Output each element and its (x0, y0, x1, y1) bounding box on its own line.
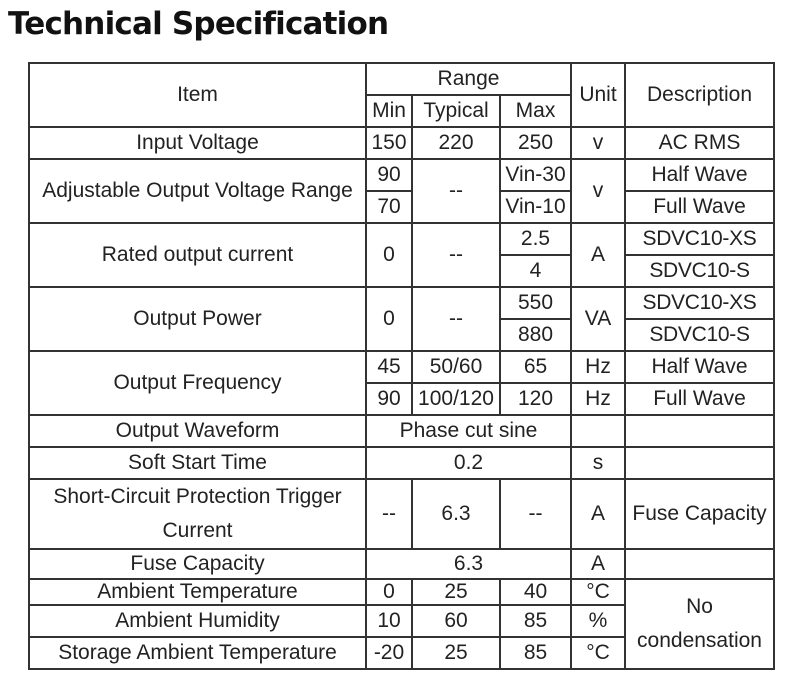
max-cell: 550 (500, 287, 571, 319)
header-range: Range (366, 63, 571, 95)
item-cell: Fuse Capacity (29, 549, 366, 579)
item-cell: Adjustable Output Voltage Range (29, 159, 366, 223)
min-cell: 0 (366, 579, 412, 605)
unit-cell: Hz (571, 351, 625, 383)
table-row (29, 549, 774, 579)
min-cell: 150 (366, 127, 412, 159)
table-row (29, 415, 774, 447)
header-typical: Typical (412, 95, 500, 127)
max-cell: 250 (500, 127, 571, 159)
min-cell: 90 (366, 383, 412, 415)
max-cell: 85 (500, 605, 571, 637)
typical-cell: 25 (412, 637, 500, 669)
typical-cell: 50/60 (412, 351, 500, 383)
header-description: Description (625, 63, 774, 127)
header-row (29, 63, 774, 95)
min-cell: -20 (366, 637, 412, 669)
table-row (29, 223, 774, 255)
table-row (29, 127, 774, 159)
unit-cell: A (571, 223, 625, 287)
max-cell: Vin-10 (500, 191, 571, 223)
header-min: Min (366, 95, 412, 127)
header-item: Item (29, 63, 366, 127)
typical-cell: 100/120 (412, 383, 500, 415)
desc-cell: SDVC10-XS (625, 287, 774, 319)
typical-cell: 220 (412, 127, 500, 159)
item-cell: Soft Start Time (29, 447, 366, 479)
desc-cell: Half Wave (625, 159, 774, 191)
item-cell: Output Power (29, 287, 366, 351)
range-cell: 0.2 (366, 447, 571, 479)
desc-cell: Full Wave (625, 383, 774, 415)
max-cell: 40 (500, 579, 571, 605)
table-row (29, 579, 774, 605)
typical-cell: -- (412, 159, 500, 223)
item-cell: Output Waveform (29, 415, 366, 447)
min-cell: 90 (366, 159, 412, 191)
header-max: Max (500, 95, 571, 127)
range-cell: 6.3 (366, 549, 571, 579)
desc-cell (625, 447, 774, 479)
max-cell: 85 (500, 637, 571, 669)
item-cell: Input Voltage (29, 127, 366, 159)
unit-cell: v (571, 159, 625, 223)
max-cell: 65 (500, 351, 571, 383)
unit-cell: VA (571, 287, 625, 351)
range-cell: Phase cut sine (366, 415, 571, 447)
min-cell: 45 (366, 351, 412, 383)
item-cell: Storage Ambient Temperature (29, 637, 366, 669)
unit-cell: A (571, 549, 625, 579)
min-cell: -- (366, 479, 412, 549)
page-title: Technical Specification (8, 6, 389, 42)
desc-cell: Half Wave (625, 351, 774, 383)
unit-cell: v (571, 127, 625, 159)
desc-cell (625, 549, 774, 579)
min-cell: 70 (366, 191, 412, 223)
table-row (29, 159, 774, 191)
unit-cell (571, 415, 625, 447)
item-cell: Ambient Temperature (29, 579, 366, 605)
max-cell: 4 (500, 255, 571, 287)
min-cell: 10 (366, 605, 412, 637)
item-cell: Ambient Humidity (29, 605, 366, 637)
table-row (29, 479, 774, 549)
max-cell: -- (500, 479, 571, 549)
table-row (29, 447, 774, 479)
min-cell: 0 (366, 287, 412, 351)
item-cell: Short-Circuit Protection Trigger Current (29, 479, 366, 549)
spec-table (28, 62, 775, 670)
item-cell: Output Frequency (29, 351, 366, 415)
desc-cell: Fuse Capacity (625, 479, 774, 549)
typical-cell: -- (412, 223, 500, 287)
unit-cell: s (571, 447, 625, 479)
desc-cell: SDVC10-S (625, 255, 774, 287)
max-cell: 2.5 (500, 223, 571, 255)
item-cell: Rated output current (29, 223, 366, 287)
unit-cell: °C (571, 637, 625, 669)
unit-cell: °C (571, 579, 625, 605)
desc-cell: No condensation (625, 579, 774, 669)
unit-cell: Hz (571, 383, 625, 415)
unit-cell: % (571, 605, 625, 637)
typical-cell: -- (412, 287, 500, 351)
max-cell: Vin-30 (500, 159, 571, 191)
max-cell: 880 (500, 319, 571, 351)
table-row (29, 287, 774, 319)
desc-cell: SDVC10-XS (625, 223, 774, 255)
desc-cell: Full Wave (625, 191, 774, 223)
header-unit: Unit (571, 63, 625, 127)
desc-cell: SDVC10-S (625, 319, 774, 351)
min-cell: 0 (366, 223, 412, 287)
table-row (29, 351, 774, 383)
unit-cell: A (571, 479, 625, 549)
desc-cell: AC RMS (625, 127, 774, 159)
max-cell: 120 (500, 383, 571, 415)
typical-cell: 6.3 (412, 479, 500, 549)
typical-cell: 60 (412, 605, 500, 637)
desc-cell (625, 415, 774, 447)
typical-cell: 25 (412, 579, 500, 605)
